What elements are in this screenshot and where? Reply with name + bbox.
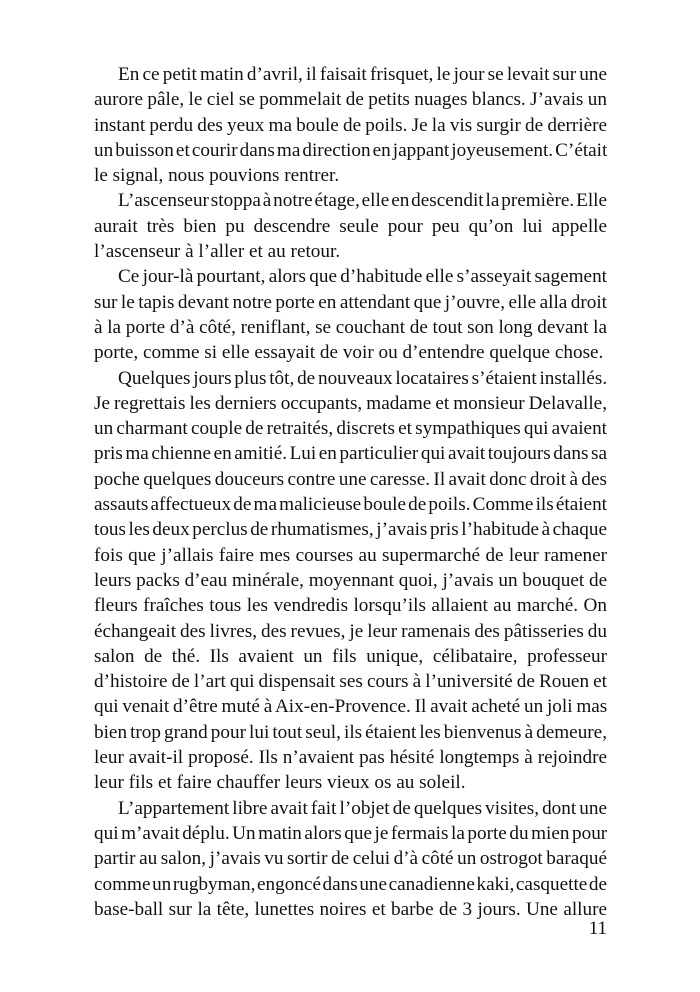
paragraph	[94, 796, 607, 922]
text-line: porte, comme si elle essayait de voir ou d’entendre quelque chose.	[94, 342, 604, 364]
text-line: un charmant couple de retraités, discrets et sympathiques qui avaient	[94, 418, 607, 440]
text-line: poche quelques douceurs contre une caresse. Il avait donc droit à des	[94, 468, 607, 490]
text-line: base-ball sur la tête, lunettes noires et barbe de 3 jours. Une allure	[94, 898, 607, 920]
text-line: leur fils et faire chauffer leurs vieux os au soleil.	[94, 772, 466, 794]
text-line: Je regrettais les derniers occupants, madame et monsieur Delavalle,	[94, 392, 607, 414]
text-line: salon de thé. Ils avaient un fils unique, célibataire, professeur	[94, 645, 607, 667]
text-line: fois que j’allais faire mes courses au supermarché de leur ramener	[94, 544, 607, 566]
text-line: l’ascenseur à l’aller et au retour.	[94, 241, 341, 263]
text-line: fleurs fraîches tous les vendredis lorsqu’ils allaient au marché. On	[94, 595, 607, 617]
text-line: tous les deux perclus de rhumatismes, j’avais pris l’habitude à chaque	[94, 519, 607, 541]
paragraph	[94, 366, 607, 796]
text-line: leurs packs d’eau minérale, moyennant quoi, j’avais un bouquet de	[94, 569, 608, 591]
text-line: instant perdu des yeux ma boule de poils. Je la vis surgir de derrière	[94, 114, 607, 136]
text-line: assauts affectueux de ma malicieuse boule de poils. Comme ils étaient	[94, 494, 607, 516]
text-line: échangeait des livres, des revues, je leur ramenais des pâtisseries du	[94, 620, 607, 642]
paragraph	[94, 188, 607, 264]
text-line: d’histoire de l’art qui dispensait ses cours à l’université de Rouen et	[94, 671, 607, 693]
text-line: qui venait d’être muté à Aix-en-Provence. Il avait acheté un joli mas	[94, 696, 608, 718]
text-line: partir au salon, j’avais vu sortir de celui d’à côté un ostrogot baraqué	[94, 848, 608, 870]
text-line: En ce petit matin d’avril, il faisait frisquet, le jour se levait sur une	[118, 64, 607, 85]
text-line: à la porte d’à côté, reniflant, se couchant de tout son long devant la	[94, 316, 607, 338]
text-line: leur avait-il proposé. Ils n’avaient pas hésité longtemps à rejoindre	[94, 747, 607, 769]
text-line: Ce jour-là pourtant, alors que d’habitude elle s’asseyait sagement	[118, 266, 607, 288]
text-line: L’ascenseur stoppa à notre étage, elle en descendit la première. Elle	[118, 190, 607, 212]
text-line: L’appartement libre avait fait l’objet de quelques visites, dont une	[118, 797, 607, 819]
text-line: bien trop grand pour lui tout seul, ils étaient les bienvenus à demeure,	[94, 721, 607, 743]
paragraph	[94, 62, 607, 188]
text-line: aurait très bien pu descendre seule pour peu qu’on lui appelle	[94, 215, 607, 237]
text-line: comme un rugbyman, engoncé dans une canadienne kaki, casquette de	[94, 873, 607, 895]
text-line: pris ma chienne en amitié. Lui en particulier qui avait toujours dans sa	[94, 443, 607, 465]
page-body-text	[94, 62, 607, 922]
text-line: qui m’avait déplu. Un matin alors que je fermais la porte du mien pour	[94, 822, 608, 844]
text-line: le signal, nous pouvions rentrer.	[94, 165, 340, 187]
text-line: aurore pâle, le ciel se pommelait de petits nuages blancs. J’avais un	[94, 89, 607, 111]
text-line: Quelques jours plus tôt, de nouveaux locataires s’étaient installés.	[118, 367, 608, 389]
paragraph	[94, 264, 607, 365]
page-number: 11	[588, 918, 607, 939]
text-line: un buisson et courir dans ma direction en jappant joyeusement. C’était	[94, 139, 608, 161]
text-line: sur le tapis devant notre porte en attendant que j’ouvre, elle alla droit	[94, 291, 607, 313]
